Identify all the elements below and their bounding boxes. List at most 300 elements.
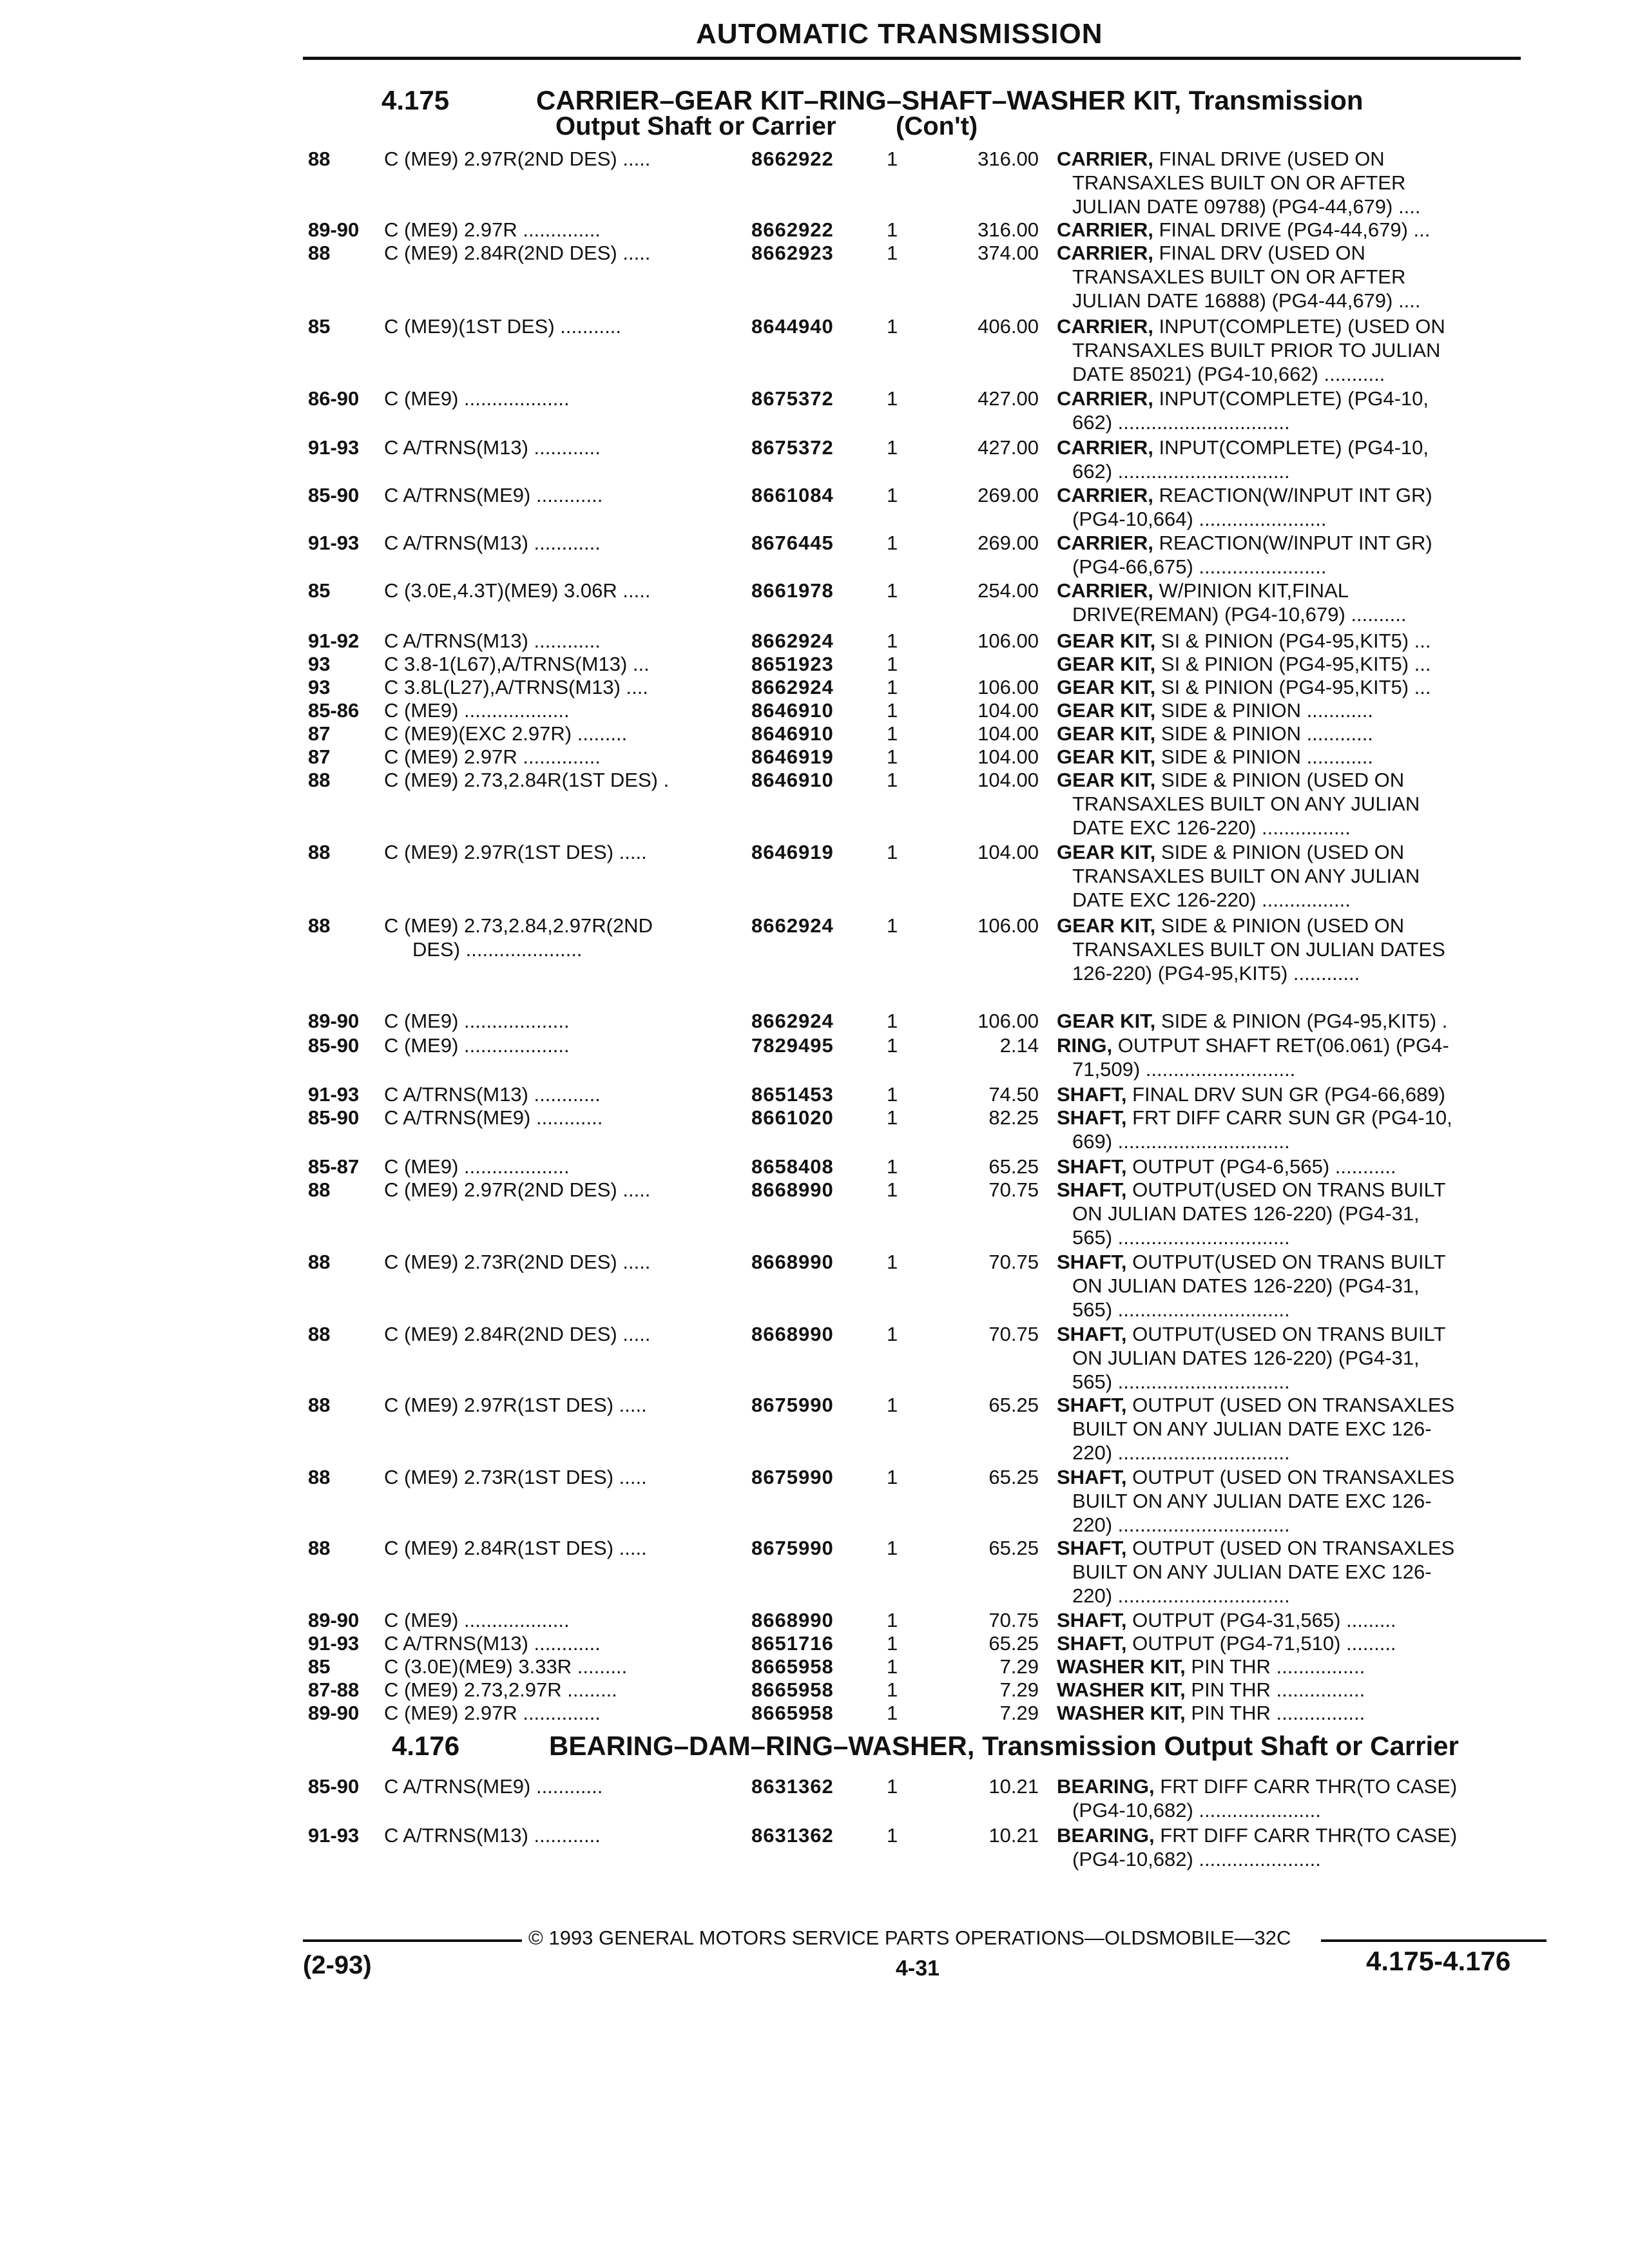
description (1057, 579, 1527, 626)
description-line (1057, 816, 1527, 840)
part-number: 8661084 (751, 484, 834, 506)
description-text: OUTPUT (PG4-6,565) ........... (1126, 1155, 1396, 1178)
quantity: 1 (887, 1178, 898, 1201)
description-line (1057, 436, 1527, 459)
footer-section-ref: 4.175-4.176 (1366, 1946, 1511, 1976)
footer-copyright: © 1993 GENERAL MOTORS SERVICE PARTS OPERATIONS—OLDSMOBILE—32C (528, 1927, 1291, 1949)
header-rule (303, 57, 1521, 60)
model-year: 91-93 (308, 1824, 360, 1847)
model-year: 91-92 (308, 629, 360, 652)
model-year: 86-90 (308, 387, 360, 410)
part-number: 8646919 (751, 745, 834, 768)
description-text: (PG4-10,664) ....................... (1072, 508, 1327, 530)
part-name: CARRIER, (1057, 148, 1153, 170)
part-number: 8651716 (751, 1632, 834, 1655)
price: 82.25 (988, 1106, 1039, 1129)
description-line (1057, 1370, 1527, 1394)
description-line (1057, 1033, 1527, 1057)
description-text: TRANSAXLES BUILT ON ANY JULIAN (1072, 865, 1420, 887)
quantity: 1 (887, 148, 898, 170)
part-number: 8658408 (751, 1155, 834, 1178)
application: C (3.0E)(ME9) 3.33R ......... (384, 1655, 628, 1678)
part-name: CARRIER, (1057, 315, 1153, 338)
description-text: SIDE & PINION (USED ON (1155, 841, 1405, 863)
description (1057, 1678, 1527, 1702)
part-name: CARRIER, (1057, 218, 1153, 241)
price: 106.00 (978, 914, 1039, 937)
price: 65.25 (988, 1537, 1039, 1559)
model-year: 85-90 (308, 1034, 360, 1057)
description-text: BUILT ON ANY JULIAN DATE EXC 126- (1072, 1418, 1432, 1440)
description-text: OUTPUT (PG4-31,565) ......... (1126, 1609, 1396, 1631)
description-line (1057, 1082, 1527, 1106)
model-year: 87 (308, 722, 331, 745)
part-number: 8631362 (751, 1824, 834, 1847)
description-line (1057, 652, 1527, 676)
part-name: BEARING, (1057, 1824, 1155, 1847)
description (1057, 483, 1527, 531)
description-text: 126-220) (PG4-95,KIT5) ............ (1072, 962, 1360, 985)
application: C (ME9) ................... (384, 1609, 570, 1631)
model-year: 93 (308, 676, 331, 698)
description-line (1057, 1393, 1527, 1417)
description-line (1057, 579, 1527, 602)
part-number: 8665958 (751, 1702, 834, 1724)
quantity: 1 (887, 1632, 898, 1655)
application: C A/TRNS(M13) ............ (384, 629, 601, 652)
part-number: 8662924 (751, 1010, 834, 1032)
part-number: 8665958 (751, 1678, 834, 1701)
description-line (1057, 1608, 1527, 1632)
description (1057, 1009, 1527, 1033)
description-line (1057, 555, 1527, 579)
price: 269.00 (978, 532, 1039, 554)
price: 106.00 (978, 629, 1039, 652)
description (1057, 1608, 1527, 1632)
part-name: GEAR KIT, (1057, 1010, 1156, 1032)
model-year: 88 (308, 1178, 331, 1201)
description (1057, 1774, 1527, 1822)
application: C 3.8L(L27),A/TRNS(M13) .... (384, 676, 649, 698)
price: 104.00 (978, 699, 1039, 722)
description-line (1057, 147, 1527, 171)
description-line (1057, 483, 1527, 507)
part-number: 8651453 (751, 1083, 834, 1106)
application: C (ME9) 2.73,2.84,2.97R(2ND (384, 914, 653, 937)
description-text: SI & PINION (PG4-95,KIT5) ... (1155, 676, 1431, 698)
quantity: 1 (887, 769, 898, 791)
description-text: (PG4-66,675) ....................... (1072, 555, 1327, 578)
application: C (ME9) ................... (384, 1155, 570, 1178)
description-line (1057, 1225, 1527, 1249)
part-name: GEAR KIT, (1057, 769, 1156, 791)
description-line (1057, 1631, 1527, 1655)
description-text: FRT DIFF CARR THR(TO CASE) (1154, 1824, 1458, 1847)
description-text: PIN THR ................ (1185, 1702, 1365, 1724)
model-year: 88 (308, 1251, 331, 1273)
price: 7.29 (999, 1702, 1039, 1724)
description-text: JULIAN DATE 09788) (PG4-44,679) .... (1072, 195, 1421, 218)
quantity: 1 (887, 1678, 898, 1701)
quantity: 1 (887, 579, 898, 602)
application: C (ME9) ................... (384, 699, 570, 722)
quantity: 1 (887, 1466, 898, 1488)
part-number: 8646910 (751, 769, 834, 791)
application: C (ME9) 2.84R(2ND DES) ..... (384, 1323, 651, 1345)
application: C (ME9) ................... (384, 1034, 570, 1057)
part-name: GEAR KIT, (1057, 629, 1156, 652)
model-year: 85 (308, 315, 331, 338)
quantity: 1 (887, 722, 898, 745)
model-year: 89-90 (308, 1702, 360, 1724)
description-line (1057, 1155, 1527, 1178)
model-year: 87 (308, 745, 331, 768)
description-text: FINAL DRV (USED ON (1153, 242, 1365, 264)
part-name: SHAFT, (1057, 1251, 1127, 1273)
description-line (1057, 218, 1527, 242)
description-text: REACTION(W/INPUT INT GR) (1153, 532, 1432, 554)
application-line2: DES) ..................... (412, 938, 583, 961)
description-line (1057, 1346, 1527, 1370)
footer-rule-right (1321, 1939, 1547, 1942)
price: 70.75 (988, 1251, 1039, 1273)
description-line (1057, 410, 1527, 434)
application: C A/TRNS(ME9) ............ (384, 1106, 603, 1129)
description-text: JULIAN DATE 16888) (PG4-44,679) .... (1072, 289, 1421, 312)
description-line (1057, 864, 1527, 888)
application: C A/TRNS(ME9) ............ (384, 484, 603, 506)
footer-page-number: 4-31 (896, 1956, 940, 1981)
description-text: FRT DIFF CARR THR(TO CASE) (1154, 1775, 1458, 1798)
model-year: 93 (308, 653, 331, 675)
description-line (1057, 265, 1527, 289)
quantity: 1 (887, 1083, 898, 1106)
application: C (ME9) 2.84R(1ST DES) ..... (384, 1537, 647, 1559)
price: 104.00 (978, 722, 1039, 745)
description-text: TRANSAXLES BUILT PRIOR TO JULIAN (1072, 339, 1441, 361)
quantity: 1 (887, 315, 898, 338)
price: 254.00 (978, 579, 1039, 602)
description-text: 669) ............................... (1072, 1130, 1290, 1153)
description-text: OUTPUT(USED ON TRANS BUILT (1126, 1251, 1446, 1273)
application: C A/TRNS(M13) ............ (384, 1824, 601, 1847)
description (1057, 1701, 1527, 1725)
application: C (ME9) 2.97R .............. (384, 1702, 601, 1724)
footer-date: (2-93) (303, 1951, 372, 1979)
page-title: AUTOMATIC TRANSMISSION (696, 18, 1103, 50)
description (1057, 147, 1527, 218)
part-name: SHAFT, (1057, 1609, 1127, 1631)
price: 65.25 (988, 1155, 1039, 1178)
description-line (1057, 1513, 1527, 1537)
part-number: 8644940 (751, 315, 834, 338)
part-number: 8662923 (751, 242, 834, 264)
price: 106.00 (978, 1010, 1039, 1032)
description (1057, 218, 1527, 242)
description (1057, 652, 1527, 676)
footer-rule-left (303, 1939, 522, 1942)
description-text: (PG4-10,682) ...................... (1072, 1799, 1321, 1821)
model-year: 88 (308, 148, 331, 170)
description-text: TRANSAXLES BUILT ON OR AFTER (1072, 171, 1406, 194)
price: 427.00 (978, 387, 1039, 410)
part-name: GEAR KIT, (1057, 914, 1156, 937)
description (1057, 1823, 1527, 1871)
price: 2.14 (999, 1034, 1039, 1057)
price: 65.25 (988, 1394, 1039, 1416)
price: 104.00 (978, 769, 1039, 791)
part-name: SHAFT, (1057, 1155, 1127, 1178)
description-text: BUILT ON ANY JULIAN DATE EXC 126- (1072, 1490, 1432, 1512)
part-number: 8675990 (751, 1466, 834, 1488)
description (1057, 1393, 1527, 1465)
model-year: 91-93 (308, 1632, 360, 1655)
description (1057, 1322, 1527, 1394)
application: C (ME9) 2.97R(1ST DES) ..... (384, 841, 647, 863)
description-text: FINAL DRIVE (PG4-44,679) ... (1153, 218, 1431, 241)
quantity: 1 (887, 914, 898, 937)
part-number: 8662924 (751, 629, 834, 652)
application: C (ME9) 2.73R(2ND DES) ..... (384, 1251, 651, 1273)
quantity: 1 (887, 532, 898, 554)
description-line (1057, 1560, 1527, 1584)
quantity: 1 (887, 1323, 898, 1345)
part-name: CARRIER, (1057, 484, 1153, 506)
part-number: 8646910 (751, 699, 834, 722)
price: 70.75 (988, 1178, 1039, 1201)
model-year: 91-93 (308, 436, 360, 459)
price: 316.00 (978, 218, 1039, 241)
price: 316.00 (978, 148, 1039, 170)
description-line (1057, 195, 1527, 218)
part-name: GEAR KIT, (1057, 676, 1156, 698)
description-line (1057, 1274, 1527, 1298)
description-text: OUTPUT (USED ON TRANSAXLES (1126, 1394, 1455, 1416)
quantity: 1 (887, 653, 898, 675)
price: 65.25 (988, 1632, 1039, 1655)
description-text: DRIVE(REMAN) (PG4-10,679) .......... (1072, 603, 1407, 626)
description (1057, 1631, 1527, 1655)
part-name: WASHER KIT, (1057, 1655, 1186, 1678)
application: C (ME9) 2.84R(2ND DES) ..... (384, 242, 651, 264)
model-year: 88 (308, 1323, 331, 1345)
quantity: 1 (887, 1537, 898, 1559)
part-number: 8662924 (751, 914, 834, 937)
description-line (1057, 387, 1527, 410)
part-name: GEAR KIT, (1057, 745, 1156, 768)
model-year: 88 (308, 769, 331, 791)
description-text: DATE EXC 126-220) ................ (1072, 816, 1351, 839)
description-line (1057, 171, 1527, 195)
section-title: BEARING–DAM–RING–WASHER, Transmission Output Shaft or Carrier (549, 1731, 1459, 1761)
part-name: SHAFT, (1057, 1632, 1127, 1655)
description-text: W/PINION KIT,FINAL (1153, 579, 1349, 602)
description (1057, 675, 1527, 699)
model-year: 85-86 (308, 699, 360, 722)
description-text: FINAL DRV SUN GR (PG4-66,689) (1126, 1083, 1445, 1106)
price: 427.00 (978, 436, 1039, 459)
description-text: 662) ............................... (1072, 411, 1290, 434)
description (1057, 914, 1527, 985)
description (1057, 745, 1527, 769)
part-number: 8675990 (751, 1394, 834, 1416)
description (1057, 436, 1527, 483)
application: C (ME9)(1ST DES) ........... (384, 315, 622, 338)
quantity: 1 (887, 1702, 898, 1724)
description (1057, 1536, 1527, 1608)
model-year: 89-90 (308, 218, 360, 241)
description (1057, 241, 1527, 312)
description-line (1057, 1774, 1527, 1798)
description-line (1057, 531, 1527, 555)
part-number: 8662922 (751, 218, 834, 241)
model-year: 85-90 (308, 1775, 360, 1798)
model-year: 88 (308, 841, 331, 863)
application: C (ME9)(EXC 2.97R) ......... (384, 722, 628, 745)
application: C (ME9) 2.97R(2ND DES) ..... (384, 148, 651, 170)
price: 7.29 (999, 1678, 1039, 1701)
description (1057, 1106, 1527, 1153)
quantity: 1 (887, 699, 898, 722)
part-name: SHAFT, (1057, 1537, 1127, 1559)
description-text: TRANSAXLES BUILT ON OR AFTER (1072, 265, 1406, 288)
description-text: FRT DIFF CARR SUN GR (PG4-10, (1126, 1106, 1452, 1129)
model-year: 91-93 (308, 1083, 360, 1106)
description-text: SI & PINION (PG4-95,KIT5) ... (1155, 653, 1431, 675)
description-line (1057, 961, 1527, 985)
description-text: BUILT ON ANY JULIAN DATE EXC 126- (1072, 1561, 1432, 1583)
description (1057, 698, 1527, 722)
description-line (1057, 1823, 1527, 1847)
description-text: INPUT(COMPLETE) (USED ON (1153, 315, 1445, 338)
application: C (ME9) 2.97R(2ND DES) ..... (384, 1178, 651, 1201)
quantity: 1 (887, 1251, 898, 1273)
price: 104.00 (978, 745, 1039, 768)
description-line (1057, 1678, 1527, 1702)
quantity: 1 (887, 1106, 898, 1129)
application: C A/TRNS(M13) ............ (384, 1083, 601, 1106)
part-number: 8661978 (751, 579, 834, 602)
quantity: 1 (887, 436, 898, 459)
model-year: 85 (308, 1655, 331, 1678)
quantity: 1 (887, 1824, 898, 1847)
description-text: 662) ............................... (1072, 460, 1290, 483)
description-line (1057, 1202, 1527, 1225)
model-year: 91-93 (308, 532, 360, 554)
part-number: 8662922 (751, 148, 834, 170)
description-line (1057, 1798, 1527, 1822)
description (1057, 387, 1527, 434)
description-text: FINAL DRIVE (USED ON (1153, 148, 1385, 170)
model-year: 85 (308, 579, 331, 602)
description-line (1057, 914, 1527, 937)
section-number: 4.175 (381, 85, 450, 115)
model-year: 85-90 (308, 484, 360, 506)
description-line (1057, 602, 1527, 626)
application: C A/TRNS(M13) ............ (384, 532, 601, 554)
price: 70.75 (988, 1609, 1039, 1631)
description-text: OUTPUT (PG4-71,510) ......... (1126, 1632, 1396, 1655)
part-name: CARRIER, (1057, 532, 1153, 554)
part-name: WASHER KIT, (1057, 1678, 1186, 1701)
description-line (1057, 888, 1527, 912)
model-year: 89-90 (308, 1010, 360, 1032)
description-line (1057, 314, 1527, 338)
description-text: 565) ............................... (1072, 1226, 1290, 1249)
part-name: CARRIER, (1057, 436, 1153, 459)
quantity: 1 (887, 1655, 898, 1678)
part-name: GEAR KIT, (1057, 699, 1156, 722)
description-text: SIDE & PINION (USED ON (1155, 914, 1405, 937)
description-line (1057, 1655, 1527, 1678)
description (1057, 840, 1527, 912)
quantity: 1 (887, 242, 898, 264)
description-line (1057, 1250, 1527, 1274)
application: C (ME9) 2.97R .............. (384, 745, 601, 768)
application: C (ME9) ................... (384, 1010, 570, 1032)
description-line (1057, 507, 1527, 531)
description-text: SI & PINION (PG4-95,KIT5) ... (1155, 629, 1431, 652)
description-line (1057, 1129, 1527, 1153)
description-text: DATE EXC 126-220) ................ (1072, 889, 1351, 911)
description-text: ON JULIAN DATES 126-220) (PG4-31, (1072, 1202, 1420, 1225)
part-number: 8676445 (751, 532, 834, 554)
application: C (ME9) 2.73,2.97R ......... (384, 1678, 617, 1701)
application: C (ME9) 2.73R(1ST DES) ..... (384, 1466, 647, 1488)
description-line (1057, 745, 1527, 769)
part-number: 8675372 (751, 387, 834, 410)
part-number: 8668990 (751, 1323, 834, 1345)
part-number: 8675990 (751, 1537, 834, 1559)
part-name: GEAR KIT, (1057, 722, 1156, 745)
description (1057, 1465, 1527, 1537)
description-text: 565) ............................... (1072, 1370, 1290, 1393)
description-text: 71,509) ........................... (1072, 1058, 1296, 1081)
description-text: 220) ............................... (1072, 1514, 1290, 1536)
description-line (1057, 1298, 1527, 1321)
description-line (1057, 1322, 1527, 1346)
description-line (1057, 1536, 1527, 1560)
part-number: 8668990 (751, 1251, 834, 1273)
description (1057, 1250, 1527, 1321)
description (1057, 1155, 1527, 1178)
description-line (1057, 241, 1527, 265)
application: C (ME9) 2.73,2.84R(1ST DES) . (384, 769, 670, 791)
description (1057, 1178, 1527, 1249)
quantity: 1 (887, 1394, 898, 1416)
model-year: 88 (308, 1466, 331, 1488)
description (1057, 768, 1527, 840)
quantity: 1 (887, 387, 898, 410)
part-number: 8668990 (751, 1609, 834, 1631)
description-text: DATE 85021) (PG4-10,662) ........... (1072, 363, 1385, 385)
description-text: SIDE & PINION (USED ON (1155, 769, 1405, 791)
description-line (1057, 840, 1527, 864)
description-line (1057, 1584, 1527, 1608)
description-text: SIDE & PINION ............ (1155, 745, 1373, 768)
quantity: 1 (887, 676, 898, 698)
section-title: CARRIER–GEAR KIT–RING–SHAFT–WASHER KIT, Transmission (536, 85, 1364, 115)
application: C A/TRNS(M13) ............ (384, 436, 601, 459)
price: 374.00 (978, 242, 1039, 264)
price: 10.21 (988, 1775, 1039, 1798)
description-line (1057, 1057, 1527, 1081)
description-text: OUTPUT(USED ON TRANS BUILT (1126, 1323, 1446, 1345)
quantity: 1 (887, 1155, 898, 1178)
description-text: TRANSAXLES BUILT ON ANY JULIAN (1072, 793, 1420, 815)
application: C (ME9) 2.97R(1ST DES) ..... (384, 1394, 647, 1416)
part-number: 8631362 (751, 1775, 834, 1798)
